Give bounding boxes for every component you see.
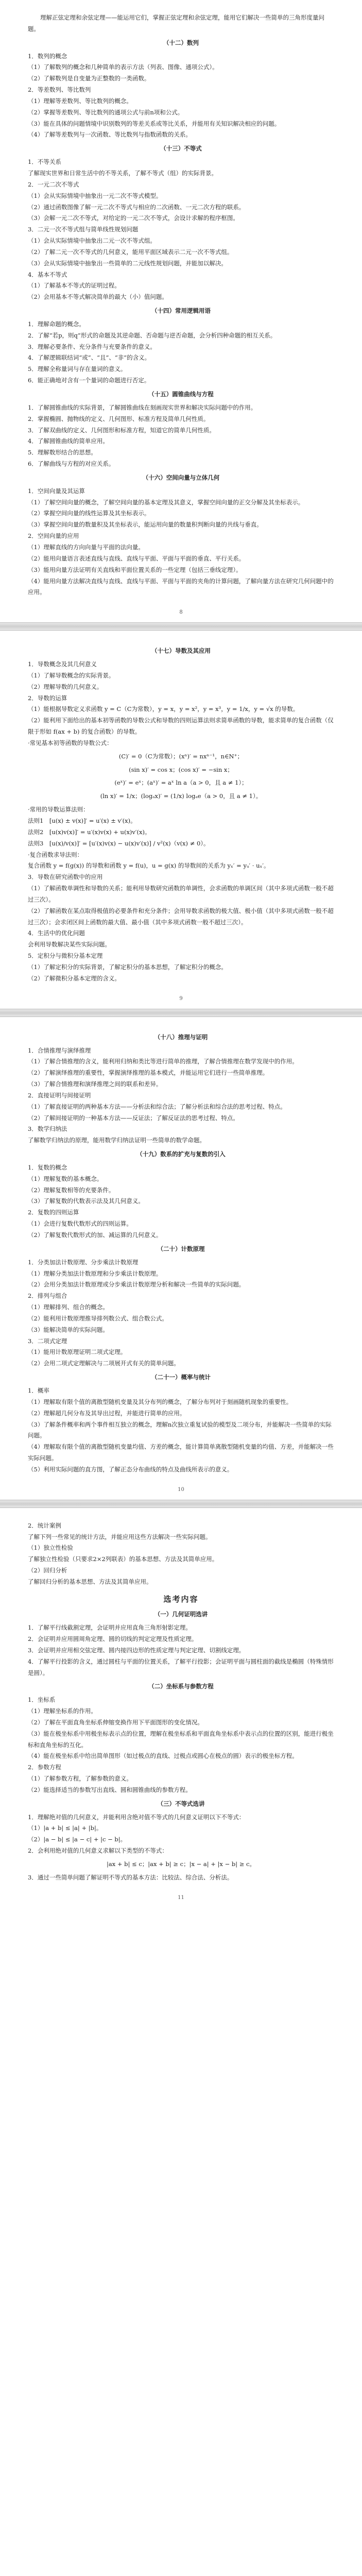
- text-line: 2．一元二次不等式: [28, 180, 79, 188]
- text-line: 2．了解“若p，则q”形式的命题及其逆命题、否命题与逆否命题，会分析四种命题的相互关系。: [28, 331, 277, 339]
- section-heading: （十三）不等式: [160, 145, 202, 152]
- text-line: （1）了解定积分的实际背景，了解定积分的基本思想，了解定积分的概念。: [28, 963, 227, 971]
- text-line: 2．直接证明与间接证明: [28, 1091, 91, 1099]
- text-line: 5．理解全称量词与存在量词的意义。: [28, 365, 127, 373]
- page-separator: [0, 622, 362, 631]
- text-line: （1）了解基本不等式的证明过程。: [28, 282, 120, 290]
- text-line: （4）能用向量方法解决直线与直线、直线与平面、平面与平面的夹角的计算问题，了解向量方法在研究几何问题中的应用。: [28, 577, 334, 596]
- text-line: 2．空间向量的应用: [28, 532, 79, 540]
- text-line: （2）了解数列是自变量为正整数的一类函数。: [28, 75, 150, 82]
- text-line: （2）会用分类加法计数原理或分步乘法计数原理分析和解决一些简单的实际问题。: [28, 1281, 245, 1289]
- text-line: 6．能正确地对含有一个量词的命题进行否定。: [28, 377, 150, 384]
- text-line: 1．概率: [28, 1386, 49, 1394]
- text-line: 3．导数在研究函数中的应用: [28, 873, 103, 881]
- text-line: 3．理解必要条件、充分条件与充要条件的意义。: [28, 343, 156, 350]
- text-line: （3）能在具体的问题情境中识别数列的等差关系或等比关系，并能用有关知识解决相应的问题。: [28, 120, 281, 127]
- text-line: （2）了解复数代数形式的加、减运算的几何意义。: [28, 1231, 162, 1239]
- text-line: （1）了解直接证明的两种基本方法——分析法和综合法；了解分析法和综合法的思考过程、特点。: [28, 1103, 286, 1110]
- page-separator: [0, 1500, 362, 1508]
- text-line: （1）理解直线的方向向量与平面的法向量。: [28, 543, 144, 551]
- text-line: （3）会解一元二次不等式，对给定的一元二次不等式，会设计求解的程序框图。: [28, 214, 239, 222]
- text-line: 法则2 [u(x)v(x)]′ = u′(x)v(x) + u(x)v′(x)。: [28, 828, 151, 836]
- section-heading: （十六）空间向量与立体几何: [142, 473, 220, 481]
- text-line: （1）了解函数单调性和导数的关系；能利用导数研究函数的单调性，会求函数的单调区间（其中多项式函数一般不超过三次）。: [28, 885, 334, 903]
- text-line: 1．合情推理与演绎推理: [28, 1046, 91, 1054]
- text-line: 3．二项式定理: [28, 1337, 67, 1345]
- text-line: （5）利用实际问题的直方图，了解正态分布曲线的特点及曲线所表示的意义。: [28, 1465, 233, 1473]
- text-line: 法则1 [u(x) ± v(x)]′ = u′(x) ± v′(x)。: [28, 817, 136, 824]
- text-line: 了解现实世界和日常生活中的不等关系，了解不等式（组）的实际背景。: [28, 169, 217, 177]
- page-separator: [0, 1009, 362, 1017]
- text-line: 复合函数 y = f(g(x)) 的导数和函数 y = f(u)，u = g(x) 的导数间的关系为 yₓ′ = yᵤ′ · uₓ′。: [28, 862, 270, 870]
- text-line: 1．理解绝对值的几何意义，并能利用含绝对值不等式的几何意义证明以下不等式：: [28, 1813, 245, 1821]
- text-line: （3）掌握空间向量的数量积及其坐标表示，能运用向量的数量积判断向量的共线与垂直。: [28, 521, 263, 529]
- text-line: （3）能在极坐标系中用极坐标表示点的位置，理解在极坐标系和平面直角坐标系中表示点的位置的区别，能进行极坐标和直角坐标的互化。: [28, 1730, 334, 1749]
- text-line: 1．理解命题的概念。: [28, 320, 85, 328]
- text-line: （2）掌握空间向量的线性运算及其坐标表示。: [28, 510, 150, 517]
- formula-line: (eˣ)′ = eˣ；(aˣ)′ = aˣ ln a（a > 0，且 a ≠ 1）；: [114, 779, 248, 787]
- text-line: ·复合函数求导法则：: [28, 851, 83, 858]
- text-line: 3．数学归纳法: [28, 1125, 67, 1133]
- section-heading: （十九）数系的扩充与复数的引入: [136, 1150, 226, 1158]
- text-line: 1．空间向量及其运算: [28, 487, 85, 495]
- text-line: 1．数列的概念: [28, 52, 67, 60]
- section-heading: （十四）常用逻辑用语: [151, 307, 211, 315]
- text-line: （2）了解二元一次不等式的几何意义，能用平面区域表示二元一次不等式组。: [28, 248, 233, 256]
- text-line: （2）能选择适当的参数写出直线、圆和圆锥曲线的参数方程。: [28, 1786, 192, 1793]
- text-line: 1．了解圆锥曲线的实际背景，了解圆锥曲线在刻画现实世界和解决实际问题中的作用。: [28, 403, 257, 411]
- text-line: 3．了解双曲线的定义、几何图形和标准方程，知道它的简单几何性质。: [28, 426, 215, 434]
- text-line: 1．分类加法计数原理、分步乘法计数原理: [28, 1258, 139, 1266]
- section-heading: （十五）圆锥曲线与方程: [148, 391, 214, 398]
- text-line: （1）理解复数的基本概念。: [28, 1175, 103, 1182]
- formula-line: (C)′ = 0（C为常数）；(xⁿ)′ = nxⁿ⁻¹，n∈N⁺；: [118, 752, 244, 760]
- text-line: 会利用导数解决某些实际问题。: [28, 941, 111, 948]
- page-number: 9: [179, 995, 183, 1002]
- text-line: ·常用的导数运算法则：: [28, 806, 89, 814]
- text-line: （4）能在极坐标系中给出简单图形（如过极点的直线、过极点或圆心在极点的圆）表示的极坐标方程。: [28, 1752, 298, 1760]
- text-line: （1）独立性检验: [28, 1544, 73, 1552]
- text-line: （1）理解坐标系的作用。: [28, 1707, 97, 1715]
- text-line: （4）理解取有限个值的离散型随机变量均值、方差的概念，能计算简单离散型随机变量的均值、方差，并能解决一些实际问题。: [28, 1443, 334, 1462]
- text-line: （2）掌握等差数列、等比数列的通项公式与前n项和公式。: [28, 108, 184, 116]
- page-number: 8: [179, 609, 183, 616]
- text-line: （2）回归分析: [28, 1567, 67, 1574]
- text-line: 2．导数的运算: [28, 694, 67, 702]
- text-line: 了解数学归纳法的原理，能用数学归纳法证明一些简单的数学命题。: [28, 1137, 205, 1144]
- section-heading: （二十）计数原理: [157, 1245, 205, 1252]
- text-line: （1）了解合情推理的含义，能利用归纳和类比等进行简单的推理，了解合情推理在数学发现中的作用。: [28, 1058, 298, 1065]
- text-line: 了解回归分析的基本思想、方法及其简单应用。: [28, 1578, 152, 1585]
- formula-line: (ln x)′ = 1/x；(logₐx)′ = (1/x) logₐe（a > 0，且 a ≠ 1）。: [100, 792, 262, 800]
- text-line: （2）了解函数在某点取得极值的必要条件和充分条件；会用导数求函数的极大值、极小值（其中多项式函数一般不超过三次）；会求闭区间上函数的最大值、最小值（其中多项式函数一般不超过三次）。: [28, 907, 334, 926]
- text-line: （2）理解导数的几何意义。: [28, 683, 103, 690]
- document-page: [0, 1508, 362, 1908]
- text-line: 3．通过一些简单问题了解证明不等式的基本方法：比较法、综合法、分析法。: [28, 1873, 233, 1881]
- text-line: （1）|a + b| ≤ |a| + |b|。: [28, 1824, 102, 1832]
- text-line: 理解正弦定理和余弦定理——能运用它们，掌握正弦定理和余弦定理，能用它们解决一些简单的三角形度量问题。: [28, 14, 324, 32]
- text-line: 4．了解平行投影的含义，通过圆柱与平面的位置关系，了解平行投影；会证明平面与圆柱面的截线是椭圆（特殊情形是圆）。: [28, 1657, 334, 1676]
- text-line: （3）了解复数的代数表示法及其几何意义。: [28, 1197, 144, 1205]
- text-line: 2．掌握椭圆、抛物线的定义、几何图形、标准方程及简单几何性质。: [28, 415, 210, 422]
- text-line: （1）了解导数概念的实际背景。: [28, 671, 115, 679]
- document-page: [0, 631, 362, 1008]
- text-line: 5．理解数形结合的思想。: [28, 449, 97, 456]
- text-line: 2．复数的四则运算: [28, 1209, 79, 1216]
- section-heading: （二十一）概率与统计: [151, 1374, 211, 1381]
- formula-line: (sin x)′ = cos x；(cos x)′ = −sin x；: [129, 766, 233, 773]
- text-line: （2）了解演绎推理的重要性，掌握演绎推理的基本模式，并能运用它们进行一些简单推理。: [28, 1069, 269, 1077]
- text-line: （3）会从实际情境中抽象出一些简单的二元线性规划问题，并能加以解决。: [28, 259, 227, 267]
- document-page: [0, 1017, 362, 1500]
- text-line: 3．会证明并应用相交弦定理、圆内接四边形的性质定理与判定定理、切割线定理。: [28, 1646, 245, 1654]
- text-line: （2）能用向量语言表述直线与直线、直线与平面、平面与平面的垂直、平行关系。: [28, 554, 245, 562]
- text-line: 2．会利用绝对值的几何意义求解以下类型的不等式：: [28, 1847, 168, 1855]
- text-line: （1）理解分类加法计数原理和分步乘法计数原理。: [28, 1269, 162, 1277]
- text-line: 了解独立性检验（只要求2×2列联表）的基本思想、方法及其简单应用。: [28, 1555, 218, 1563]
- text-line: 1．了解平行线截割定理，会证明并应用直角三角形射影定理。: [28, 1624, 192, 1632]
- section-heading: （十八）推理与证明: [154, 1033, 208, 1041]
- text-line: 3．二元一次不等式组与简单线性规划问题: [28, 226, 139, 233]
- text-line: 4．生活中的优化问题: [28, 929, 85, 937]
- text-line: 1．导数概念及其几何意义: [28, 660, 97, 668]
- text-line: 2．排列与组合: [28, 1292, 67, 1300]
- text-line: 2．等差数列、等比数列: [28, 86, 91, 94]
- text-line: 1．不等关系: [28, 158, 61, 166]
- text-line: （3）了解条件概率和两个事件相互独立的概念，理解n次独立重复试验的模型及二项分布，并能解决一些简单的实际问题。: [28, 1420, 332, 1439]
- section-heading: （一）几何证明选讲: [154, 1611, 208, 1618]
- text-line: （2）会用二项式定理解决与二项展开式有关的简单问题。: [28, 1360, 180, 1367]
- document-page: [0, 0, 362, 622]
- section-heading: （二）坐标系与参数方程: [148, 1683, 214, 1690]
- text-line: 4．了解逻辑联结词“或”、“且”、“非”的含义。: [28, 354, 151, 362]
- text-line: （1）会从实际情境中抽象出二元一次不等式组。: [28, 237, 156, 245]
- text-line: （1）能根据导数定义求函数 y = C（C为常数），y = x，y = x²，y = x³，y = 1/x，y = √x 的导数。: [28, 705, 299, 713]
- text-line: 6．了解曲线与方程的对应关系。: [28, 460, 115, 468]
- text-line: （2）能利用下面给出的基本初等函数的导数公式和导数的四则运算法则求简单函数的导数，能求简单的复合函数（仅限于形如 f(ax + b) 的复合函数）的导数。: [28, 717, 334, 736]
- text-line: （2）理解超几何分布及其导出过程，并能进行简单的应用。: [28, 1409, 186, 1417]
- text-line: （2）了解微积分基本定理的含义。: [28, 974, 120, 982]
- text-line: （3）了解合情推理和演绎推理之间的联系和差异。: [28, 1080, 162, 1088]
- text-line: （1）了解空间向量的概念，了解空间向量的基本定理及其意义，掌握空间向量的正交分解及其坐标表示。: [28, 498, 304, 506]
- text-line: （2）|a − b| ≤ |a − c| + |c − b|。: [28, 1836, 127, 1843]
- text-line: （1）能用计数原理证明二项式定理。: [28, 1348, 127, 1356]
- text-line: （2）理解复数相等的充要条件。: [28, 1186, 115, 1194]
- text-line: （2）能利用计数原理推导排列数公式、组合数公式。: [28, 1314, 168, 1322]
- text-line: 5．定积分与微积分基本定理: [28, 952, 103, 960]
- formula-line: |ax + b| ≤ c；|ax + b| ≥ c；|x − a| + |x − b| ≥ c。: [107, 1860, 255, 1868]
- section-heading: （十二）数列: [163, 39, 199, 46]
- text-line: （1）了解数列的概念和几种简单的表示方法（列表、图像、通项公式）。: [28, 63, 218, 71]
- text-line: （2）会用基本不等式解决简单的最大（小）值问题。: [28, 293, 168, 301]
- page-number: 10: [178, 1486, 184, 1493]
- document-title: 选考内容: [163, 1594, 199, 1604]
- section-heading: （十七）导数及其应用: [151, 647, 211, 655]
- text-line: （3）能解决简单的实际问题。: [28, 1326, 109, 1333]
- text-line: （2）通过函数图像了解一元二次不等式与相应的二次函数、一元二次方程的联系。: [28, 203, 245, 211]
- text-line: （1）会进行复数代数形式的四则运算。: [28, 1220, 132, 1228]
- text-line: 1．坐标系: [28, 1696, 56, 1704]
- text-line: 2．会证明并应用圆周角定理、圆的切线的判定定理及性质定理。: [28, 1635, 198, 1642]
- text-line: （1）理解排列、组合的概念。: [28, 1303, 109, 1311]
- text-line: （2）了解间接证明的一种基本方法——反证法；了解反证法的思考过程、特点。: [28, 1114, 239, 1122]
- text-line: 法则3 [u(x)/v(x)]′ = [u′(x)v(x) − u(x)v′(x)] / v²(x)（v(x) ≠ 0）。: [28, 839, 210, 847]
- text-line: （1）了解参数方程，了解参数的意义。: [28, 1775, 132, 1783]
- text-line: （3）能用向量方法证明有关直线和平面位置关系的一些定理（包括三垂线定理）。: [28, 566, 242, 573]
- text-line: 4．了解圆锥曲线的简单应用。: [28, 437, 109, 445]
- text-line: （4）了解等差数列与一次函数、等比数列与指数函数的关系。: [28, 131, 192, 139]
- text-line: 1．复数的概念: [28, 1163, 67, 1171]
- text-line: 2．统计案例: [28, 1521, 61, 1529]
- text-line: （1）理解取有限个值的离散型随机变量及其分布列的概念，了解分布列对于刻画随机现象的重要性。: [28, 1398, 292, 1405]
- text-line: 4．基本不等式: [28, 270, 67, 278]
- text-line: 了解下列一些常见的统计方法，并能应用这些方法解决一些实际问题。: [28, 1533, 212, 1540]
- text-line: （2）了解在平面直角坐标系伸缩变换作用下平面图形的变化情况。: [28, 1718, 203, 1726]
- section-heading: （三）不等式选讲: [157, 1800, 205, 1807]
- page-number: 11: [178, 1894, 184, 1901]
- text-line: 2．参数方程: [28, 1764, 61, 1771]
- text-line: （1）理解等差数列、等比数列的概念。: [28, 97, 132, 105]
- text-line: （1）会从实际情境中抽象出一元二次不等式模型。: [28, 192, 162, 199]
- text-line: ·常见基本初等函数的导数公式：: [28, 739, 113, 747]
